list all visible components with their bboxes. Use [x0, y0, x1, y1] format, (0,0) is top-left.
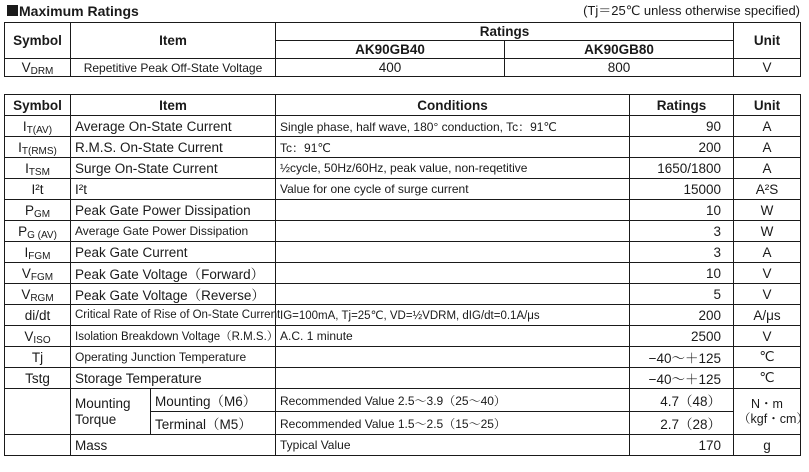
item: Peak Gate Current: [71, 242, 276, 263]
table-row: [5, 368, 801, 389]
item: Storage Temperature: [71, 368, 276, 389]
unit: W: [734, 221, 801, 242]
item-vdrm: Repetitive Peak Off-State Voltage: [71, 59, 276, 77]
item: Surge On-State Current: [71, 158, 276, 179]
table-row: [5, 221, 801, 242]
item: Mass: [71, 435, 276, 456]
maximum-ratings-table: [4, 94, 809, 456]
symbol: Tj: [5, 347, 71, 368]
condition: IG=100mA, Tj=25℃, VD=½VDRM, dIG/dt=0.1A/μs: [276, 305, 630, 326]
unit: A: [734, 137, 801, 158]
unit: ℃: [734, 368, 801, 389]
table-row: [5, 242, 801, 263]
header-symbol: Symbol: [5, 23, 71, 59]
condition: ½cycle, 50Hz/60Hz, peak value, non-reqetitive: [276, 158, 630, 179]
table-row: [5, 347, 801, 368]
table-row: [5, 326, 801, 347]
unit: A²S: [734, 179, 801, 200]
rating: 2.7（28）: [630, 412, 734, 435]
item: Peak Gate Voltage（Reverse）: [71, 284, 276, 305]
item: Average On-State Current: [71, 116, 276, 137]
unit-torque: N・m （kgf・cm）: [734, 389, 801, 435]
item: Critical Rate of Rise of On-State Current: [71, 305, 276, 326]
condition: Typical Value: [276, 435, 630, 456]
symbol-vdrm: $V_{DRM}$: [5, 59, 71, 77]
rating-ak90gb80: 800: [505, 59, 734, 77]
header-ratings: Ratings: [276, 23, 734, 41]
item: Average Gate Power Dissipation: [71, 221, 276, 242]
item: Peak Gate Power Dissipation: [71, 200, 276, 221]
symbol: $P_{G (AV)}$: [5, 221, 71, 242]
table-row: [5, 263, 801, 284]
condition: Value for one cycle of surge current: [276, 179, 630, 200]
header-symbol: Symbol: [5, 95, 71, 116]
rating: 15000: [630, 179, 734, 200]
item: Terminal（M5）: [151, 412, 276, 435]
condition: [276, 347, 630, 368]
table-row: [5, 116, 801, 137]
table-row: [5, 137, 801, 158]
condition: [276, 242, 630, 263]
rating: 200: [630, 137, 734, 158]
symbol: $I_{T(RMS)}$: [5, 137, 71, 158]
header-unit: Unit: [734, 95, 801, 116]
symbol: $V_{FGM}$: [5, 263, 71, 284]
mounting-torque-label: Mounting Torque: [71, 389, 151, 435]
condition: Tc：91℃: [276, 137, 630, 158]
header-unit: Unit: [734, 23, 801, 59]
item: Isolation Breakdown Voltage（R.M.S.）: [71, 326, 276, 347]
item: Operating Junction Temperature: [71, 347, 276, 368]
section-note: (Tj＝25℃ unless otherwise specified): [583, 3, 800, 18]
rating: 2500: [630, 326, 734, 347]
square-bullet-icon: [7, 5, 18, 16]
table-row: [5, 179, 801, 200]
rating: −40～＋125: [630, 368, 734, 389]
symbol: $P_{GM}$: [5, 200, 71, 221]
unit: V: [734, 284, 801, 305]
header-conditions: Conditions: [276, 95, 630, 116]
unit: A: [734, 242, 801, 263]
rating: −40～＋125: [630, 347, 734, 368]
condition: [276, 221, 630, 242]
table-row: [5, 435, 801, 456]
rating: 3: [630, 221, 734, 242]
unit: ℃: [734, 347, 801, 368]
rating: 4.7（48）: [630, 389, 734, 412]
unit: A/μs: [734, 305, 801, 326]
condition: [276, 200, 630, 221]
model-ak90gb80: AK90GB80: [505, 41, 734, 59]
rating: 5: [630, 284, 734, 305]
header-item: Item: [71, 23, 276, 59]
model-ak90gb40: AK90GB40: [276, 41, 505, 59]
symbol: $V_{ISO}$: [5, 326, 71, 347]
table-row: [5, 200, 801, 221]
item: Peak Gate Voltage（Forward）: [71, 263, 276, 284]
table-row: [5, 158, 801, 179]
rating: 170: [630, 435, 734, 456]
symbol: $I_{T(AV)}$: [5, 116, 71, 137]
section-header: [4, 2, 800, 20]
unit-vdrm: V: [734, 59, 801, 77]
condition: Single phase, half wave, 180° conduction, Tc：91℃: [276, 116, 630, 137]
section-title: Maximum Ratings: [19, 3, 139, 19]
unit: V: [734, 326, 801, 347]
symbol-empty: [5, 389, 71, 435]
rating: 10: [630, 200, 734, 221]
symbol: $I_{FGM}$: [5, 242, 71, 263]
rating: 200: [630, 305, 734, 326]
rating: 1650/1800: [630, 158, 734, 179]
symbol: di/dt: [5, 305, 71, 326]
rating: 10: [630, 263, 734, 284]
unit: g: [734, 435, 801, 456]
rating-ak90gb40: 400: [276, 59, 505, 77]
condition: [276, 284, 630, 305]
header-ratings: Ratings: [630, 95, 734, 116]
condition: Recommended Value 1.5～2.5（15～25）: [276, 412, 630, 435]
table-row: [5, 284, 801, 305]
unit: V: [734, 263, 801, 284]
symbol: I²t: [5, 179, 71, 200]
unit: W: [734, 200, 801, 221]
rating: 3: [630, 242, 734, 263]
voltage-ratings-table: [4, 22, 801, 77]
symbol: $V_{RGM}$: [5, 284, 71, 305]
condition: A.C. 1 minute: [276, 326, 630, 347]
header-item: Item: [71, 95, 276, 116]
condition: Recommended Value 2.5～3.9（25～40）: [276, 389, 630, 412]
table-row: [5, 389, 801, 412]
item: I²t: [71, 179, 276, 200]
symbol: Tstg: [5, 368, 71, 389]
item: Mounting（M6）: [151, 389, 276, 412]
condition: [276, 368, 630, 389]
unit: A: [734, 116, 801, 137]
symbol-empty: [5, 435, 71, 456]
item: R.M.S. On-State Current: [71, 137, 276, 158]
unit: A: [734, 158, 801, 179]
condition: [276, 263, 630, 284]
table-row: [5, 305, 801, 326]
symbol: $I_{TSM}$: [5, 158, 71, 179]
rating: 90: [630, 116, 734, 137]
